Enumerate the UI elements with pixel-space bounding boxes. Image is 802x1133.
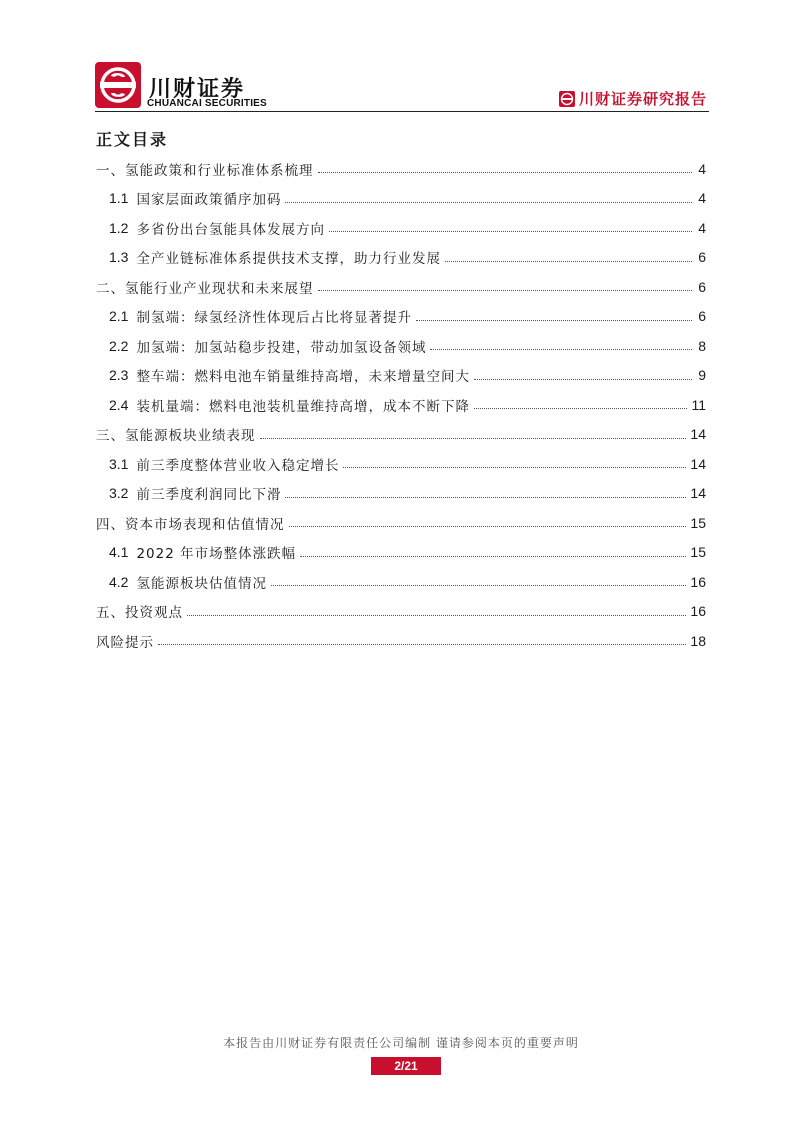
toc-entry-label: 全产业链标准体系提供技术支撑，助力行业发展: [136, 251, 441, 268]
toc-entry[interactable]: [96, 272, 706, 302]
toc-dot-leader: [329, 231, 692, 232]
toc-entry-label: 加氢端：加氢站稳步投建，带动加氢设备领域: [136, 339, 427, 356]
toc-entry-number: 2.1: [109, 308, 129, 325]
report-brand-text: 川财证券研究报告: [578, 90, 707, 108]
toc-dot-leader: [474, 379, 692, 380]
toc-entry[interactable]: [96, 331, 706, 361]
company-name-en: CHUANCAI SECURITIES: [147, 98, 267, 109]
toc-entry-label: 风险提示: [96, 634, 154, 651]
toc-entry-label: 2022 年市场整体涨跌幅: [136, 546, 297, 563]
header-divider: [95, 111, 709, 112]
toc-entry-page: 18: [690, 632, 706, 649]
toc-entry-page: 4: [698, 190, 706, 207]
page-header: [95, 62, 709, 112]
toc-entry[interactable]: [96, 390, 706, 420]
toc-entry-page: 16: [690, 573, 706, 590]
toc-dot-leader: [285, 497, 686, 498]
toc-entry[interactable]: [96, 213, 706, 243]
toc-dot-leader: [187, 615, 686, 616]
report-brand: [559, 88, 707, 109]
toc-entry-label: 氢能源板块估值情况: [136, 575, 267, 592]
toc-dot-leader: [445, 261, 692, 262]
toc-entry-label: 多省份出台氢能具体发展方向: [136, 221, 325, 238]
toc-entry[interactable]: [96, 361, 706, 391]
toc-entry-label: 整车端：燃料电池车销量维持高增，未来增量空间大: [136, 369, 470, 386]
toc-entry-page: 14: [690, 426, 706, 443]
toc-entry-label: 前三季度利润同比下滑: [136, 487, 282, 504]
toc-entry-number: 2.4: [109, 396, 129, 413]
toc-entry-label: 二、氢能行业产业现状和未来展望: [96, 280, 314, 297]
chuancai-mini-logo-icon: [559, 91, 575, 107]
toc-entry[interactable]: [96, 508, 706, 538]
toc-entry-page: 8: [698, 337, 706, 354]
toc-entry-number: 1.1: [109, 190, 129, 207]
toc-dot-leader: [260, 438, 687, 439]
toc-dot-leader: [318, 172, 693, 173]
toc-entry-page: 16: [690, 603, 706, 620]
toc-entry[interactable]: [96, 626, 706, 656]
toc-entry-page: 4: [698, 160, 706, 177]
toc-entry-label: 三、氢能源板块业绩表现: [96, 428, 256, 445]
toc-dot-leader: [416, 320, 692, 321]
table-of-contents: [96, 154, 706, 656]
toc-title: 正文目录: [96, 130, 169, 149]
footer-disclaimer: 本报告由川财证券有限责任公司编制 谨请参阅本页的重要声明: [223, 1036, 579, 1050]
toc-entry-page: 6: [698, 278, 706, 295]
toc-dot-leader: [474, 408, 687, 409]
chuancai-logo-icon: [95, 62, 141, 108]
toc-entry[interactable]: [96, 243, 706, 273]
toc-entry[interactable]: [96, 420, 706, 450]
toc-entry-label: 四、资本市场表现和估值情况: [96, 516, 285, 533]
toc-dot-leader: [285, 202, 692, 203]
toc-entry-number: 3.1: [109, 455, 129, 472]
toc-entry[interactable]: [96, 302, 706, 332]
toc-entry-number: 3.2: [109, 485, 129, 502]
toc-entry-page: 15: [690, 514, 706, 531]
toc-entry-number: 1.2: [109, 219, 129, 236]
toc-entry-page: 15: [690, 544, 706, 561]
toc-entry[interactable]: [96, 597, 706, 627]
toc-entry[interactable]: [96, 154, 706, 184]
toc-entry-label: 国家层面政策循序加码: [136, 192, 282, 209]
toc-entry[interactable]: [96, 479, 706, 509]
toc-entry-page: 4: [698, 219, 706, 236]
toc-entry[interactable]: [96, 449, 706, 479]
toc-dot-leader: [343, 467, 686, 468]
toc-dot-leader: [158, 644, 686, 645]
toc-entry-page: 6: [698, 308, 706, 325]
toc-entry-number: 2.3: [109, 367, 129, 384]
toc-entry-label: 制氢端：绿氢经济性体现后占比将显著提升: [136, 310, 412, 327]
toc-dot-leader: [289, 526, 687, 527]
toc-entry[interactable]: [96, 538, 706, 568]
company-name-cn: 川财证券: [149, 77, 246, 102]
toc-entry-number: 4.1: [109, 544, 129, 561]
toc-entry-label: 一、氢能政策和行业标准体系梳理: [96, 162, 314, 179]
toc-entry-page: 6: [698, 249, 706, 266]
toc-entry-label: 前三季度整体营业收入稳定增长: [136, 457, 340, 474]
toc-entry[interactable]: [96, 184, 706, 214]
toc-entry-label: 五、投资观点: [96, 605, 183, 622]
toc-dot-leader: [430, 349, 692, 350]
toc-entry-label: 装机量端：燃料电池装机量维持高增，成本不断下降: [136, 398, 470, 415]
toc-entry-number: 1.3: [109, 249, 129, 266]
toc-entry-page: 9: [698, 367, 706, 384]
toc-entry-page: 11: [691, 396, 706, 413]
toc-entry-page: 14: [690, 455, 706, 472]
toc-entry-page: 14: [690, 485, 706, 502]
toc-dot-leader: [300, 556, 686, 557]
page-number: 2/21: [371, 1057, 441, 1075]
toc-entry-number: 2.2: [109, 337, 129, 354]
toc-dot-leader: [318, 290, 693, 291]
toc-entry[interactable]: [96, 567, 706, 597]
toc-dot-leader: [271, 585, 686, 586]
toc-entry-number: 4.2: [109, 573, 129, 590]
